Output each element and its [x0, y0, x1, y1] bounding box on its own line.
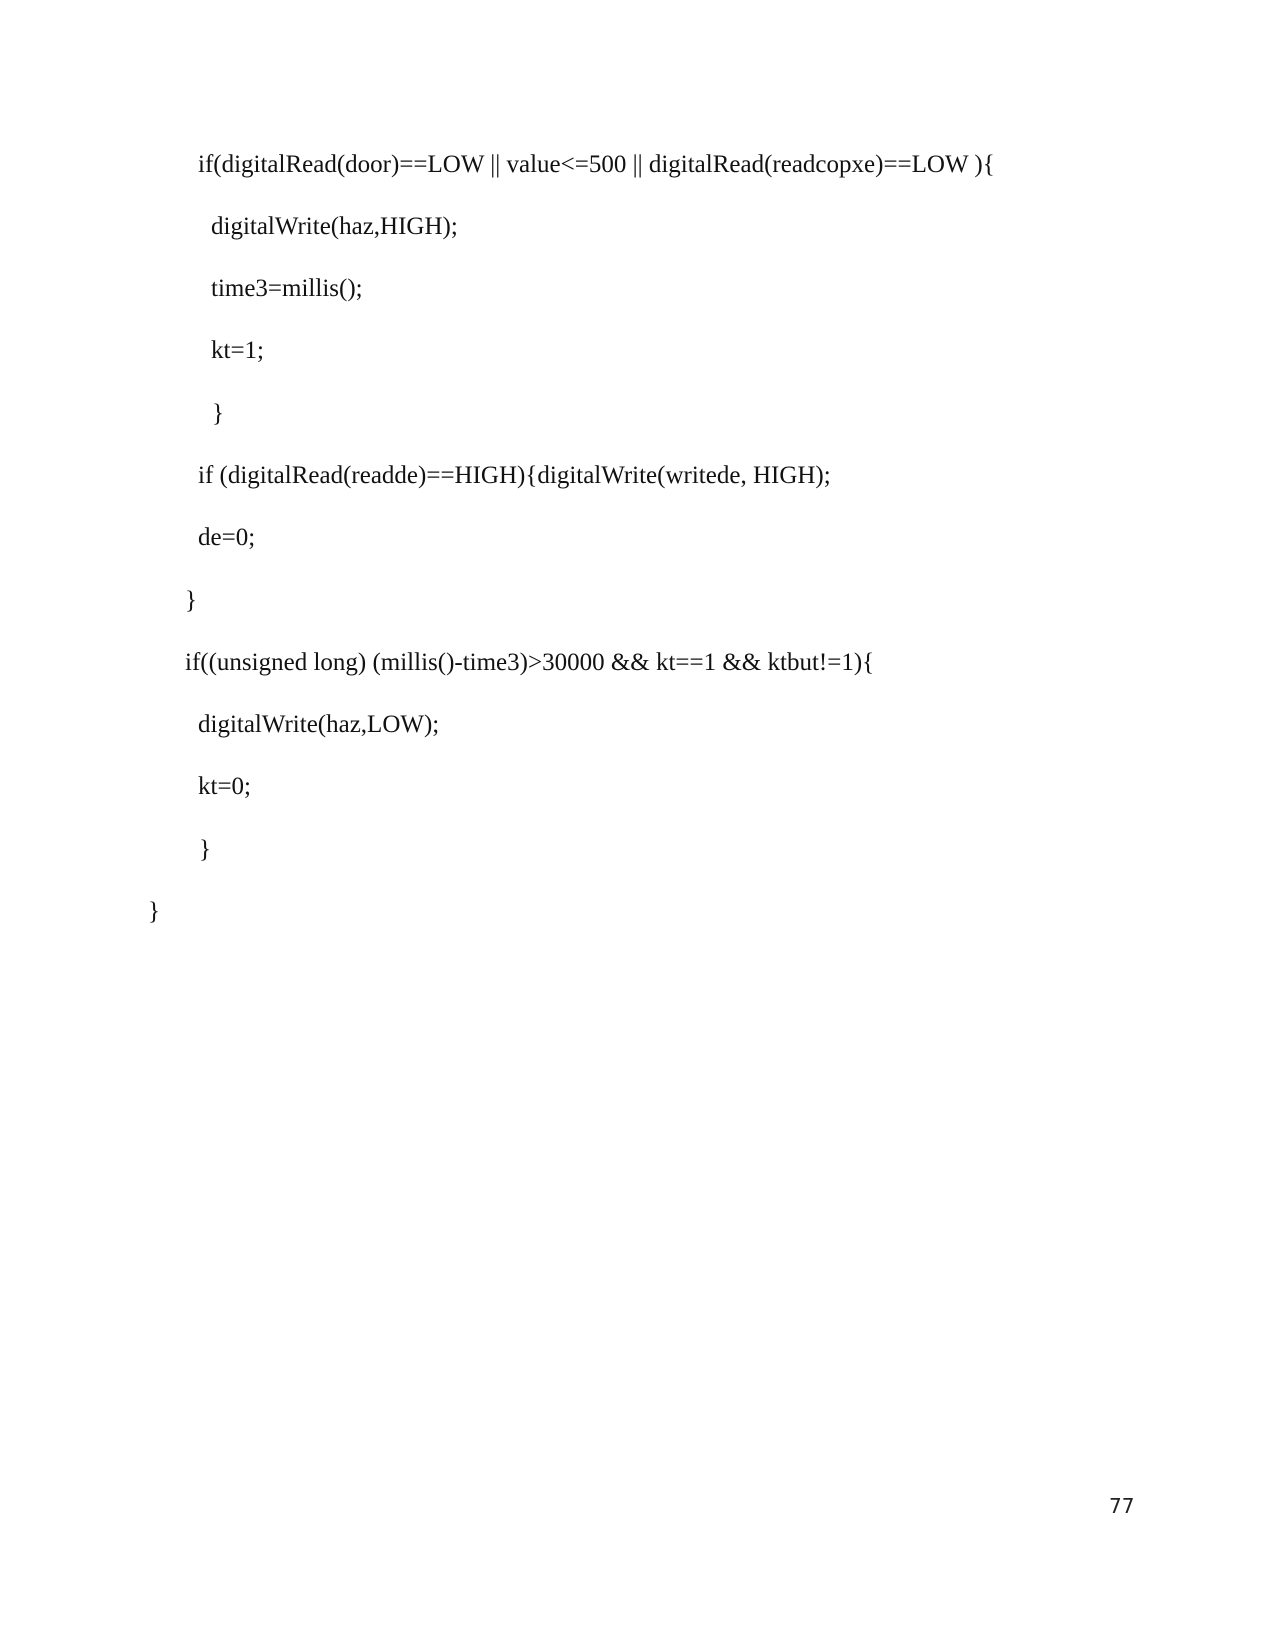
code-line: if((unsigned long) (millis()-time3)>30000 && kt==1 && ktbut!=1){ — [185, 649, 875, 676]
code-line: } — [212, 400, 224, 427]
code-line: } — [148, 898, 160, 925]
code-line: kt=0; — [198, 773, 251, 800]
code-line: digitalWrite(haz,LOW); — [198, 711, 440, 738]
code-line: } — [199, 836, 211, 863]
code-line: kt=1; — [211, 337, 264, 364]
code-line: time3=millis(); — [211, 275, 363, 302]
page-number: 77 — [1109, 1494, 1135, 1518]
code-line: digitalWrite(haz,HIGH); — [211, 213, 458, 240]
code-line: de=0; — [198, 524, 256, 551]
code-line: if(digitalRead(door)==LOW || value<=500 || digitalRead(readcopxe)==LOW ){ — [198, 151, 995, 178]
code-line: } — [185, 587, 197, 614]
code-line: if (digitalRead(readde)==HIGH){digitalWrite(writede, HIGH); — [198, 462, 831, 489]
